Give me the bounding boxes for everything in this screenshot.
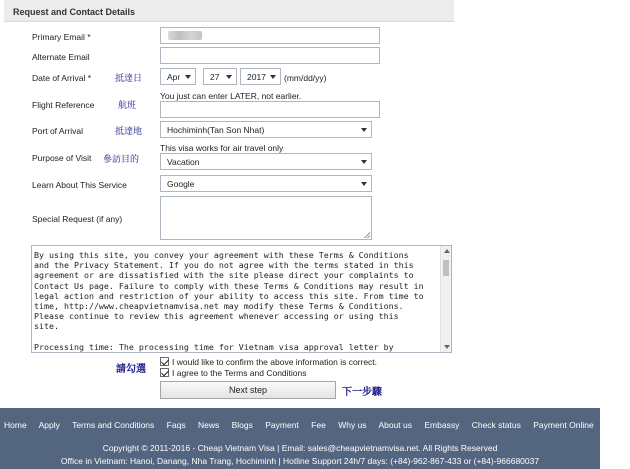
footer-link-apply[interactable]: Apply	[38, 420, 60, 430]
footer-link-payment-online[interactable]: Payment Online	[533, 420, 594, 430]
footer-link-payment[interactable]: Payment	[265, 420, 299, 430]
port-of-arrival-note: This visa works for air travel only	[160, 143, 284, 153]
purpose-of-visit-select[interactable]	[160, 153, 372, 170]
arrival-day-select[interactable]	[203, 68, 237, 85]
next-step-cjk-label: 下一步驟	[342, 387, 382, 398]
footer-nav	[4, 420, 630, 430]
footer-link-blogs[interactable]: Blogs	[231, 420, 253, 430]
footer-offices: Office in Vietnam: Hanoi, Danang, Nha Trang, Hochiminh | Hotline Support 24h/7 days: (+84)-962-867-433 or (+84)-966680037	[60, 456, 540, 466]
confirm-info-checkbox[interactable]	[160, 357, 169, 366]
port-of-arrival-select[interactable]	[160, 121, 372, 138]
arrival-date-label: Date of Arrival *	[32, 73, 92, 83]
arrival-year-value: 2017	[247, 72, 266, 82]
purpose-of-visit-cjk-label: 參訪目的	[103, 155, 140, 165]
next-step-button[interactable]: Next step	[160, 381, 336, 399]
flight-reference-note: You just can enter LATER, not earlier.	[160, 91, 302, 101]
scroll-down-icon[interactable]	[444, 345, 450, 349]
flight-reference-label: Flight Reference	[32, 100, 95, 110]
resize-grip-icon[interactable]	[364, 232, 370, 238]
arrival-day-value: 27	[210, 72, 220, 82]
footer-link-faqs[interactable]: Faqs	[166, 420, 186, 430]
agree-terms-checkbox[interactable]	[160, 368, 169, 377]
special-request-textarea[interactable]	[160, 196, 372, 240]
scroll-up-icon[interactable]	[444, 249, 450, 253]
chevron-down-icon	[361, 128, 367, 132]
learn-about-select[interactable]	[160, 175, 372, 192]
port-of-arrival-label: Port of Arrival	[32, 126, 84, 136]
purpose-of-visit-label: Purpose of Visit	[32, 153, 92, 163]
terms-scrollbar[interactable]	[440, 246, 451, 352]
learn-about-value: Google	[167, 179, 195, 189]
confirm-info-row[interactable]	[160, 357, 377, 367]
chevron-down-icon	[226, 75, 232, 79]
footer-link-terms[interactable]: Terms and Conditions	[72, 420, 155, 430]
chevron-down-icon	[270, 75, 276, 79]
footer-link-about-us[interactable]: About us	[378, 420, 412, 430]
footer-link-top[interactable]: Top	[605, 420, 620, 430]
flight-reference-cjk-label: 航班	[118, 101, 137, 111]
agree-terms-label: I agree to the Terms and Conditions	[172, 368, 307, 378]
date-format-hint: (mm/dd/yy)	[284, 73, 327, 83]
agree-terms-row[interactable]	[160, 368, 307, 378]
purpose-of-visit-value: Vacation	[167, 157, 200, 167]
confirm-info-label: I would like to confirm the above information is correct.	[172, 357, 378, 367]
learn-about-label: Learn About This Service	[32, 180, 127, 190]
footer-link-embassy[interactable]: Embassy	[424, 420, 460, 430]
footer-copyright: Copyright © 2011-2016 - Cheap Vietnam Visa | Email: sales@cheapvietnamvisa.net. All Rights Reserved	[102, 443, 498, 453]
footer-link-home[interactable]: Home	[4, 420, 27, 430]
chevron-down-icon	[361, 182, 367, 186]
port-of-arrival-cjk-label: 抵達地	[115, 127, 143, 137]
alternate-email-label: Alternate Email	[32, 52, 90, 62]
chevron-down-icon	[185, 75, 191, 79]
section-title: Request and Contact Details	[4, 0, 454, 22]
terms-text: By using this site, you convey your agreement with these Terms & Conditions and the Privacy Statement. If you do not agree with the terms stated in this agreement or are dissatisfied with the site please direct your complaints to Contact Us page. Failure to comply with these Terms & Conditions may result in legal action and restriction of your ability to access this site. From time to time, http://www.cheapvietnamvisa.net may modify these Terms & Conditions. Please continue to review this agreement whenever accessing or using this site. Processing time: The processing time for Vietnam visa approval letter by	[34, 250, 424, 352]
alternate-email-field[interactable]	[160, 47, 380, 64]
redacted-email-value	[168, 31, 202, 40]
site-footer	[0, 408, 620, 469]
footer-link-fee[interactable]: Fee	[311, 420, 326, 430]
arrival-year-select[interactable]	[240, 68, 281, 85]
special-request-label: Special Request (if any)	[32, 214, 123, 224]
primary-email-label: Primary Email *	[32, 32, 91, 42]
arrival-month-select[interactable]	[160, 68, 196, 85]
footer-link-why-us[interactable]: Why us	[338, 420, 367, 430]
scroll-thumb[interactable]	[443, 260, 449, 276]
port-of-arrival-value: Hochiminh(Tan Son Nhat)	[167, 125, 265, 135]
arrival-month-value: Apr	[167, 72, 181, 82]
terms-textarea[interactable]	[31, 245, 452, 353]
arrival-date-cjk-label: 抵達日	[115, 74, 143, 84]
footer-link-news[interactable]: News	[197, 420, 220, 430]
checkbox-cjk-label: 請勾選	[116, 364, 146, 375]
chevron-down-icon	[361, 160, 367, 164]
footer-link-check-status[interactable]: Check status	[471, 420, 521, 430]
flight-reference-field[interactable]	[160, 101, 380, 118]
